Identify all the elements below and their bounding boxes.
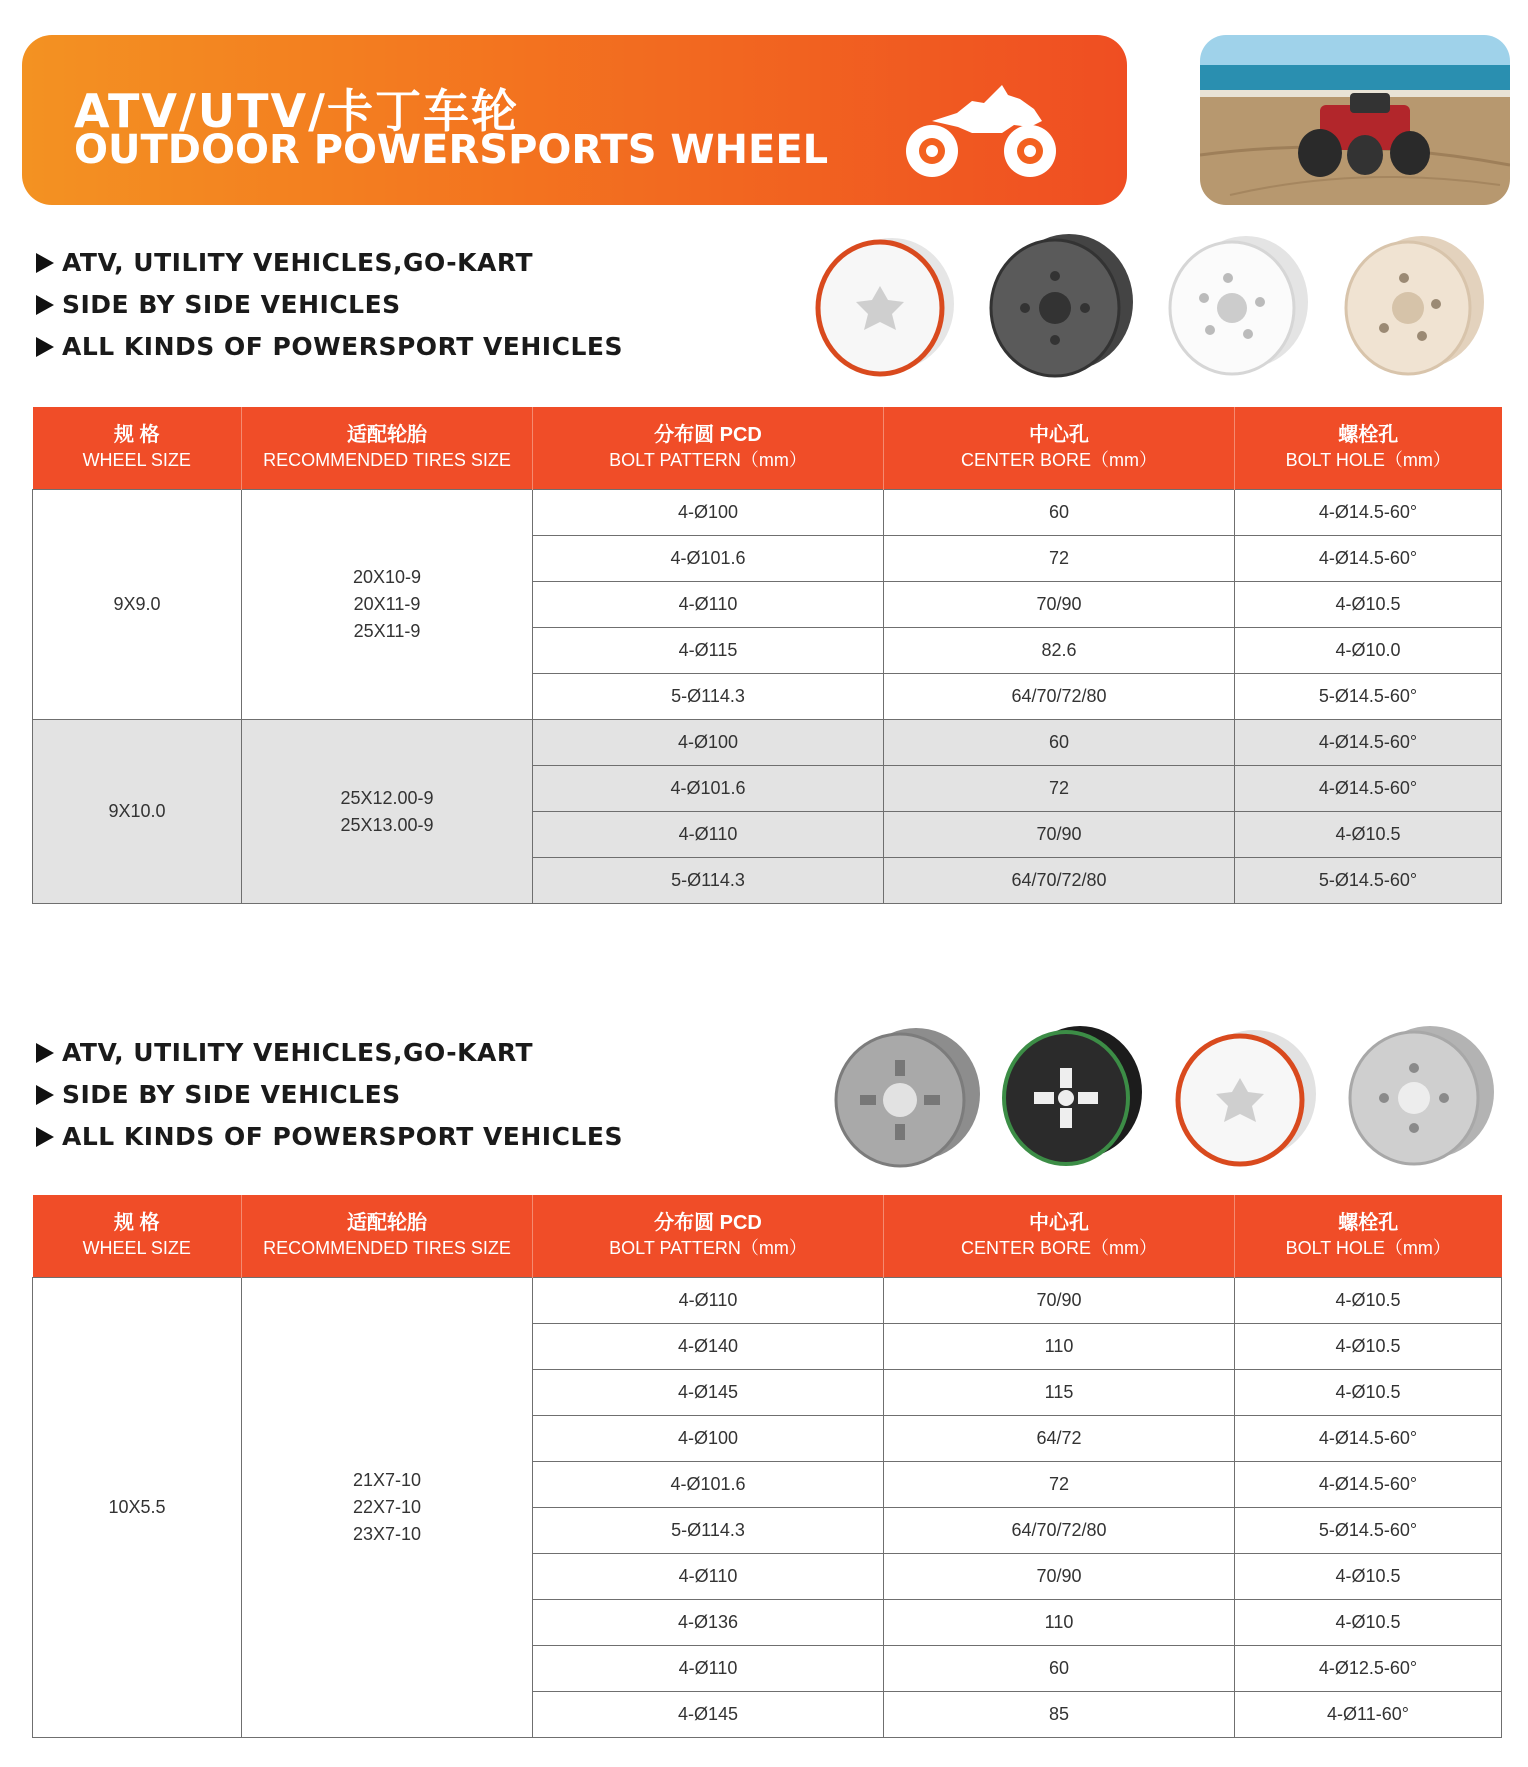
table-row: 4-Ø101.6 72 4-Ø14.5-60°	[33, 536, 1502, 582]
table-row: 4-Ø136 110 4-Ø10.5	[33, 1600, 1502, 1646]
table-row: 5-Ø114.3 64/70/72/80 5-Ø14.5-60°	[33, 674, 1502, 720]
wheel-beige	[1346, 236, 1484, 374]
wheel-size-cell: 9X9.0	[33, 490, 242, 720]
feature-item: ALL KINDS OF POWERSPORT VEHICLES	[36, 326, 623, 368]
feature-item: ATV, UTILITY VEHICLES,GO-KART	[36, 242, 623, 284]
table-row: 5-Ø114.3 64/70/72/80 5-Ø14.5-60°	[33, 1508, 1502, 1554]
table-row: 4-Ø110 70/90 4-Ø10.5	[33, 812, 1502, 858]
table-row: 9X9.0 20X10-9 20X11-9 25X11-9 4-Ø100 60 4-Ø14.5-60°	[33, 490, 1502, 536]
table-row: 4-Ø145 115 4-Ø10.5	[33, 1370, 1502, 1416]
wheel-dark-grey	[991, 234, 1133, 376]
play-arrow-icon	[36, 1127, 54, 1147]
wheel-white-red-rim	[818, 238, 954, 374]
col-tires: 适配轮胎 RECOMMENDED TIRES SIZE	[242, 1195, 533, 1278]
title-cn: ATV/UTV/卡丁车轮	[74, 84, 519, 138]
table-row: 10X5.5 21X7-10 22X7-10 23X7-10 4-Ø110 70/90 4-Ø10.5	[33, 1278, 1502, 1324]
table-row: 4-Ø145 85 4-Ø11-60°	[33, 1692, 1502, 1738]
wheel-black-green-rim	[1004, 1026, 1142, 1164]
title-banner	[22, 35, 1127, 205]
wheel-silver-slotted	[836, 1028, 980, 1166]
col-wheel-size: 规 格 WHEEL SIZE	[33, 407, 242, 490]
table-row: 4-Ø100 64/72 4-Ø14.5-60°	[33, 1416, 1502, 1462]
play-arrow-icon	[36, 1085, 54, 1105]
wheel-images-1	[800, 228, 1500, 388]
table-row: 4-Ø110 70/90 4-Ø10.5	[33, 582, 1502, 628]
table-row: 4-Ø101.6 72 4-Ø14.5-60°	[33, 1462, 1502, 1508]
col-bolt-hole: 螺栓孔 BOLT HOLE（mm）	[1235, 407, 1502, 490]
col-bolt-pattern: 分布圆 PCD BOLT PATTERN（mm）	[533, 407, 884, 490]
play-arrow-icon	[36, 295, 54, 315]
wheel-silver	[1350, 1026, 1494, 1164]
tires-cell: 25X12.00-9 25X13.00-9	[242, 720, 533, 904]
table-row: 4-Ø115 82.6 4-Ø10.0	[33, 628, 1502, 674]
col-center-bore: 中心孔 CENTER BORE（mm）	[884, 1195, 1235, 1278]
play-arrow-icon	[36, 253, 54, 273]
col-tires: 适配轮胎 RECOMMENDED TIRES SIZE	[242, 407, 533, 490]
spec-table-2	[32, 1195, 1502, 1738]
table-header-row	[33, 1195, 1502, 1278]
feature-item: ATV, UTILITY VEHICLES,GO-KART	[36, 1032, 623, 1074]
col-bolt-hole: 螺栓孔 BOLT HOLE（mm）	[1235, 1195, 1502, 1278]
table-row: 9X10.0 25X12.00-9 25X13.00-9 4-Ø100 60 4-Ø14.5-60°	[33, 720, 1502, 766]
tires-cell: 20X10-9 20X11-9 25X11-9	[242, 490, 533, 720]
wheel-images-2	[820, 1018, 1510, 1178]
table-row: 4-Ø110 70/90 4-Ø10.5	[33, 1554, 1502, 1600]
col-bolt-pattern: 分布圆 PCD BOLT PATTERN（mm）	[533, 1195, 884, 1278]
feature-item: SIDE BY SIDE VEHICLES	[36, 284, 623, 326]
feature-item: ALL KINDS OF POWERSPORT VEHICLES	[36, 1116, 623, 1158]
wheel-size-cell: 9X10.0	[33, 720, 242, 904]
atv-icon	[902, 73, 1062, 183]
table-header-row	[33, 407, 1502, 490]
table-row: 4-Ø110 60 4-Ø12.5-60°	[33, 1646, 1502, 1692]
wheel-white	[1170, 236, 1308, 374]
col-center-bore: 中心孔 CENTER BORE（mm）	[884, 407, 1235, 490]
play-arrow-icon	[36, 1043, 54, 1063]
play-arrow-icon	[36, 337, 54, 357]
atv-beach-photo	[1200, 35, 1510, 205]
wheel-size-cell: 10X5.5	[33, 1278, 242, 1738]
col-wheel-size: 规 格 WHEEL SIZE	[33, 1195, 242, 1278]
feature-list-2	[36, 1032, 623, 1158]
table-row: 4-Ø101.6 72 4-Ø14.5-60°	[33, 766, 1502, 812]
wheel-white-red-rim	[1178, 1030, 1316, 1164]
spec-table-1	[32, 407, 1502, 904]
feature-list-1	[36, 242, 623, 368]
feature-item: SIDE BY SIDE VEHICLES	[36, 1074, 623, 1116]
tires-cell: 21X7-10 22X7-10 23X7-10	[242, 1278, 533, 1738]
title-en: OUTDOOR POWERSPORTS WHEEL	[74, 127, 829, 173]
table-row: 5-Ø114.3 64/70/72/80 5-Ø14.5-60°	[33, 858, 1502, 904]
table-row: 4-Ø140 110 4-Ø10.5	[33, 1324, 1502, 1370]
